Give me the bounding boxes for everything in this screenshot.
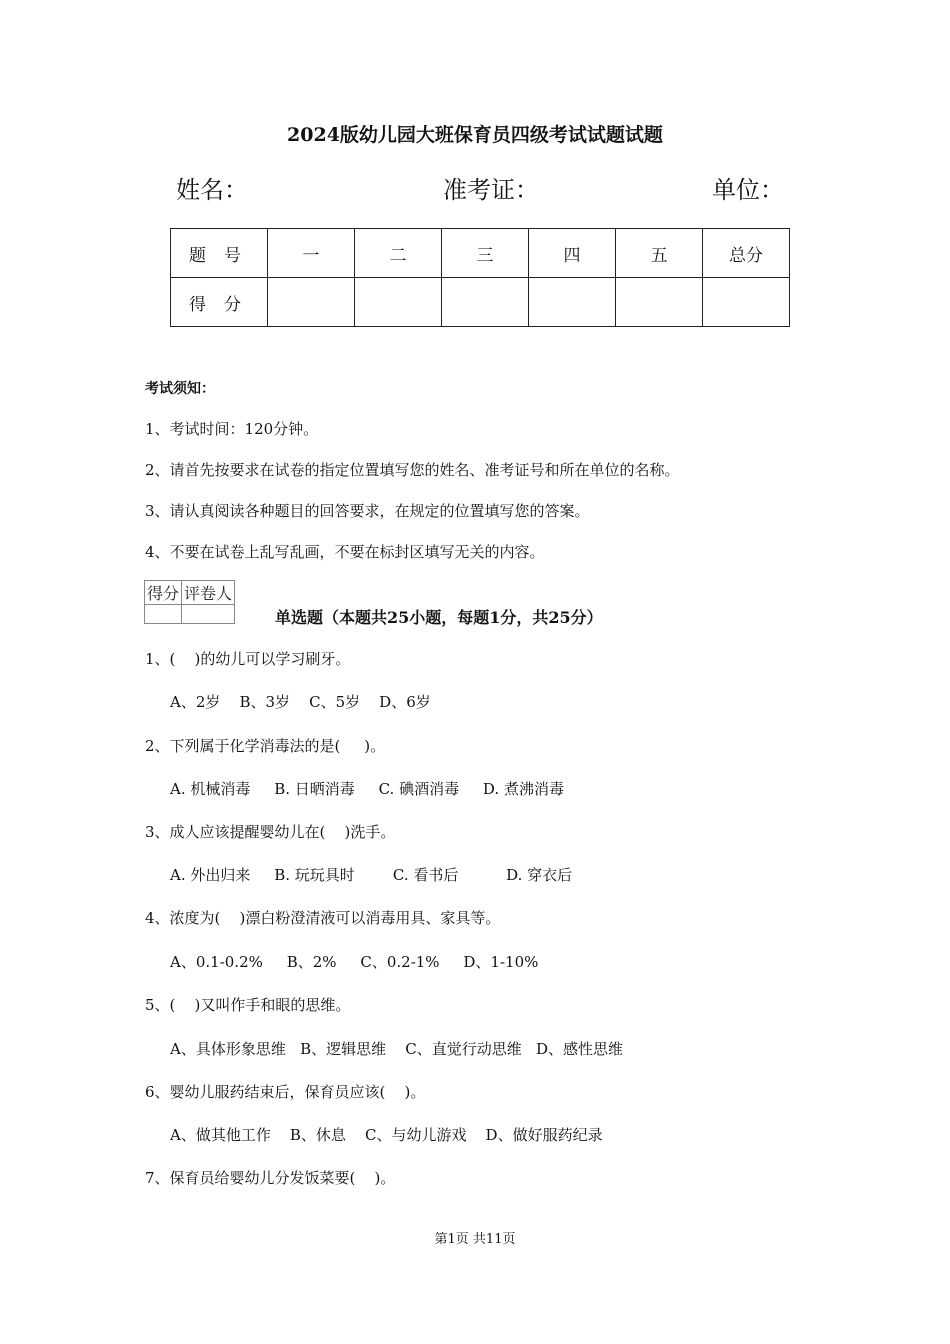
score-cell [355,278,442,327]
notice-item: 2、请首先按要求在试卷的指定位置填写您的姓名、准考证号和所在单位的名称。 [145,461,680,479]
score-table-col-5: 五 [616,229,703,278]
notice-item: 1、考试时间：120分钟。 [145,420,319,438]
score-cell [442,278,529,327]
grader-score-label: 得分 [145,581,182,605]
question-options: A、2岁 B、3岁 C、5岁 D、6岁 [170,693,431,711]
score-table-col-2: 二 [355,229,442,278]
question-stem: 2、下列属于化学消毒法的是( )。 [145,737,386,755]
notice-heading: 考试须知： [145,381,215,397]
page-footer: 第1页 共11页 [434,1232,516,1247]
notice-item: 3、请认真阅读各种题目的回答要求，在规定的位置填写您的答案。 [145,502,590,520]
question-options: A. 外出归来 B. 玩玩具时 C. 看书后 D. 穿衣后 [170,866,573,884]
question-stem: 5、( )又叫作手和眼的思维。 [145,996,351,1014]
score-table-col-1: 一 [268,229,355,278]
question-options: A、具体形象思维 B、逻辑思维 C、直觉行动思维 D、感性思维 [170,1040,624,1058]
unit-label: 单位： [712,176,784,204]
score-table-col-3: 三 [442,229,529,278]
grader-name-label: 评卷人 [182,581,235,605]
exam-id-label: 准考证： [443,176,539,204]
score-table-score-row [171,278,790,327]
score-table-col-4: 四 [529,229,616,278]
question-options: A. 机械消毒 B. 日晒消毒 C. 碘酒消毒 D. 煮沸消毒 [170,780,564,798]
score-table-header-row [171,229,790,278]
question-options: A、做其他工作 B、休息 C、与幼儿游戏 D、做好服药纪录 [170,1126,603,1144]
score-table [170,228,790,327]
question-options: A、0.1-0.2% B、2% C、0.2-1% D、1-10% [170,953,539,971]
grader-name-cell [182,605,235,624]
question-stem: 3、成人应该提醒婴幼儿在( )洗手。 [145,823,396,841]
score-table-row-label: 得分 [171,278,268,327]
grader-box [144,580,235,624]
score-cell [703,278,790,327]
grader-score-cell [145,605,182,624]
score-table-row-label: 题号 [171,229,268,278]
score-cell [268,278,355,327]
section-title: 单选题（本题共25小题，每题1分，共25分） [275,608,603,627]
score-cell [529,278,616,327]
question-stem: 6、婴幼儿服药结束后，保育员应该( )。 [145,1083,426,1101]
question-stem: 4、浓度为( )漂白粉澄清液可以消毒用具、家具等。 [145,909,501,927]
score-table-col-total: 总分 [703,229,790,278]
question-stem: 1、( )的幼儿可以学习刷牙。 [145,650,351,668]
score-cell [616,278,703,327]
question-stem: 7、保育员给婴幼儿分发饭菜要( )。 [145,1169,396,1187]
page-title: 2024版幼儿园大班保育员四级考试试题试题 [287,124,663,146]
notice-item: 4、不要在试卷上乱写乱画，不要在标封区填写无关的内容。 [145,543,545,561]
name-label: 姓名： [176,176,248,204]
